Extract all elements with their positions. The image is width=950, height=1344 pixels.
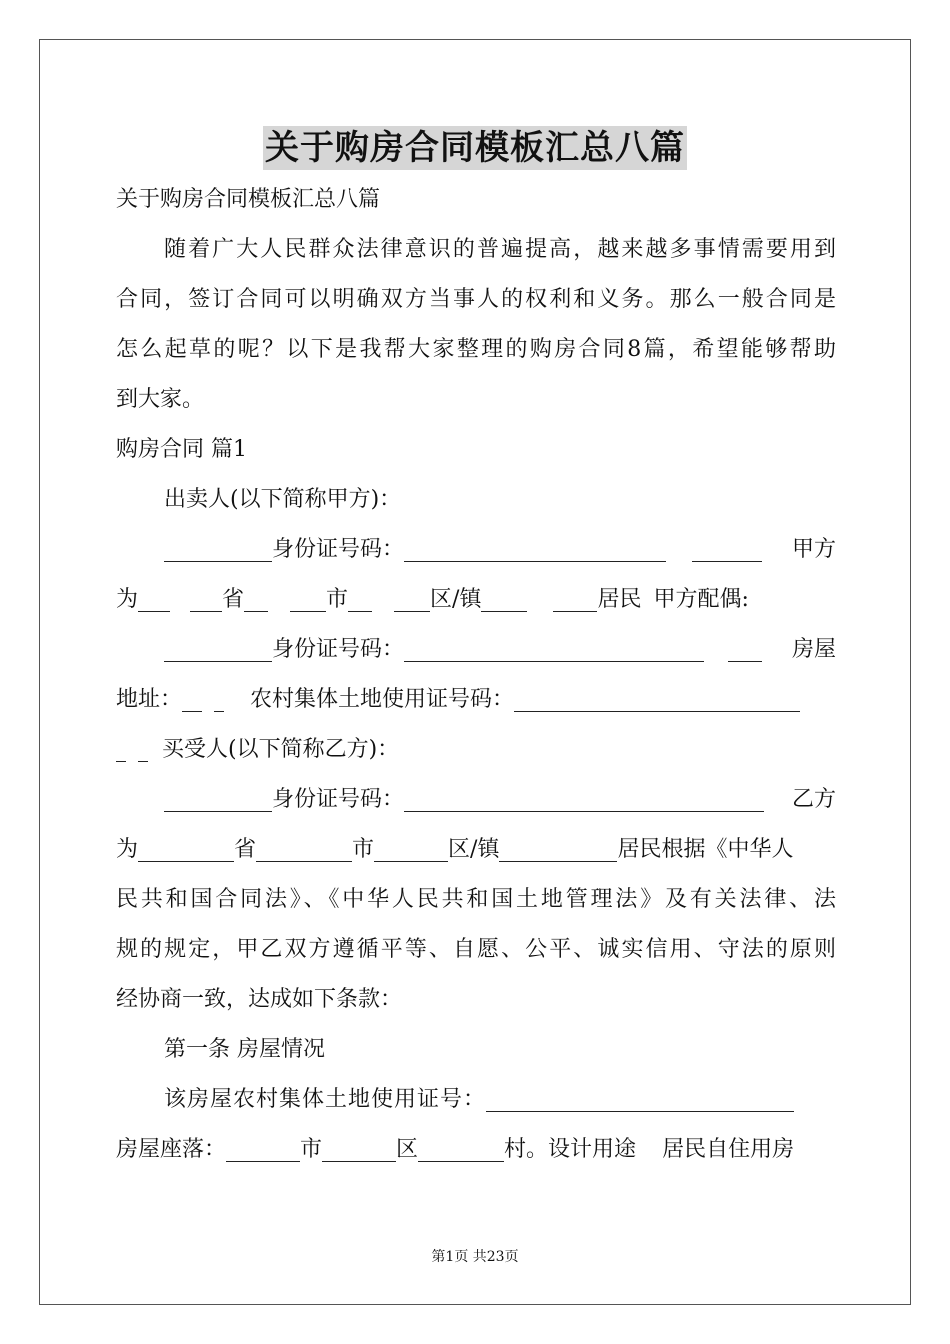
blank-field[interactable] xyxy=(404,631,704,662)
spouse-id-line: 身份证号码： 房屋 xyxy=(116,625,836,675)
blank-field[interactable] xyxy=(514,681,800,712)
blank-field[interactable] xyxy=(244,581,268,612)
blank-field[interactable] xyxy=(138,581,170,612)
blank-field[interactable] xyxy=(499,831,617,862)
intro-line: 到大家。 xyxy=(116,387,205,412)
law-line: 经协商一致，达成如下条款： xyxy=(116,987,403,1012)
blank-field[interactable] xyxy=(214,681,224,712)
page-footer: 第1页 共23页 xyxy=(431,1249,519,1265)
blank-field[interactable] xyxy=(728,631,762,662)
seller-id-line: 身份证号码： 甲方 xyxy=(116,525,836,575)
blank-field[interactable] xyxy=(692,531,762,562)
land-use-line: 该房屋农村集体土地使用证号： xyxy=(116,1075,836,1125)
blank-field[interactable] xyxy=(374,831,448,862)
blank-field[interactable] xyxy=(164,781,272,812)
law-line: 民共和国合同法》、《中华人民共和国土地管理法》及有关法律、法 xyxy=(116,887,836,912)
blank-field[interactable] xyxy=(226,1131,300,1162)
blank-field[interactable] xyxy=(553,581,597,612)
article-heading: 第一条 房屋情况 xyxy=(164,1037,325,1062)
blank-field[interactable] xyxy=(138,731,148,762)
blank-field[interactable] xyxy=(394,581,430,612)
buyer-residence-line: 为 省 市 区/镇 居民根据《中华人 xyxy=(116,825,836,875)
section-heading: 购房合同 篇1 xyxy=(116,437,247,462)
blank-field[interactable] xyxy=(138,831,234,862)
blank-field[interactable] xyxy=(116,731,126,762)
buyer-line: 买受人(以下简称乙方)： xyxy=(116,725,836,775)
blank-field[interactable] xyxy=(481,581,527,612)
document-body xyxy=(116,175,836,1175)
seller-residence-line: 为 省 市 区/镇 居民 甲方配偶: xyxy=(116,575,836,625)
blank-field[interactable] xyxy=(164,531,272,562)
blank-field[interactable] xyxy=(164,631,272,662)
blank-field[interactable] xyxy=(486,1081,794,1112)
intro-line: 合同，签订合同可以明确双方当事人的权利和义务。那么一般合同是 xyxy=(116,287,836,312)
blank-field[interactable] xyxy=(404,531,666,562)
blank-field[interactable] xyxy=(404,781,764,812)
document-title: 关于购房合同模板汇总八篇 xyxy=(265,128,685,168)
blank-field[interactable] xyxy=(190,581,222,612)
blank-field[interactable] xyxy=(322,1131,396,1162)
buyer-id-line: 身份证号码： 乙方 xyxy=(116,775,836,825)
blank-field[interactable] xyxy=(418,1131,504,1162)
law-line: 规的规定，甲乙双方遵循平等、自愿、公平、诚实信用、守法的原则 xyxy=(116,937,836,962)
address-line: 地址： 农村集体土地使用证号码： xyxy=(116,675,836,725)
intro-line: 随着广大人民群众法律意识的普遍提高，越来越多事情需要用到 xyxy=(164,237,836,262)
blank-field[interactable] xyxy=(348,581,372,612)
location-line: 房屋座落： 市 区 村。设计用途 居民自住用房 xyxy=(116,1125,836,1175)
document-subtitle: 关于购房合同模板汇总八篇 xyxy=(116,187,381,212)
blank-field[interactable] xyxy=(256,831,352,862)
intro-line: 怎么起草的呢？以下是我帮大家整理的购房合同8篇，希望能够帮助 xyxy=(116,337,836,362)
seller-label: 出卖人(以下简称甲方)： xyxy=(164,487,402,512)
blank-field[interactable] xyxy=(290,581,326,612)
blank-field[interactable] xyxy=(182,681,202,712)
